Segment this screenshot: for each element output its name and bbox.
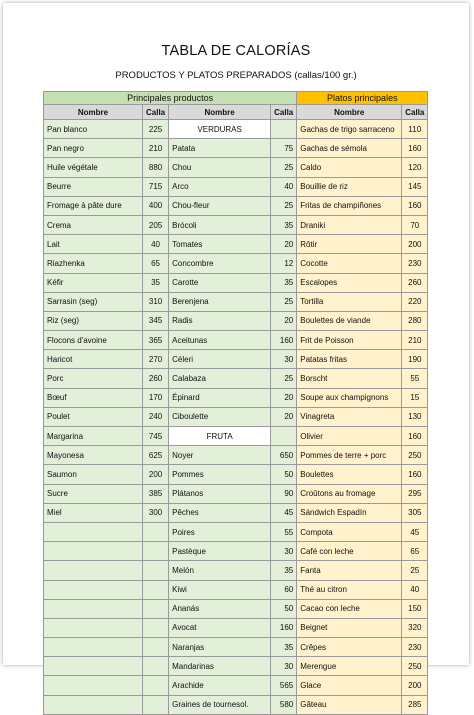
vegfruit-name-cell: Ananás bbox=[169, 599, 271, 618]
product-name-cell: Saumon bbox=[44, 465, 143, 484]
vegfruit-name-cell: Pommes bbox=[169, 465, 271, 484]
product-name-cell bbox=[44, 638, 143, 657]
table-row bbox=[44, 695, 428, 714]
table-row bbox=[44, 254, 428, 273]
dish-name-cell: Thé au citron bbox=[297, 580, 402, 599]
vegfruit-name-cell: Pêches bbox=[169, 503, 271, 522]
dish-name-cell: Café con leche bbox=[297, 542, 402, 561]
dish-name-cell: Compota bbox=[297, 522, 402, 541]
product-name-cell: Fromage à pâte dure bbox=[44, 196, 143, 215]
table-row bbox=[44, 235, 428, 254]
vegfruit-name-cell: Tomates bbox=[169, 235, 271, 254]
vegfruit-name-cell: Chou-fleur bbox=[169, 196, 271, 215]
table-row bbox=[44, 407, 428, 426]
vegfruit-name-cell: Patata bbox=[169, 139, 271, 158]
product-name-cell: Poulet bbox=[44, 407, 143, 426]
dish-cal-cell: 210 bbox=[402, 331, 428, 350]
dish-name-cell: Fanta bbox=[297, 561, 402, 580]
dish-cal-cell: 305 bbox=[402, 503, 428, 522]
page-subtitle: PRODUCTOS Y PLATOS PREPARADOS (callas/100 gr.) bbox=[115, 70, 357, 81]
vegfruit-cal-cell: 35 bbox=[271, 561, 297, 580]
dish-cal-cell: 145 bbox=[402, 177, 428, 196]
product-name-cell: Porc bbox=[44, 369, 143, 388]
dish-cal-cell: 25 bbox=[402, 561, 428, 580]
product-cal-cell: 240 bbox=[143, 407, 169, 426]
dish-name-cell: Cocotte bbox=[297, 254, 402, 273]
product-name-cell: Riz (seg) bbox=[44, 311, 143, 330]
dish-name-cell: Fritas de champiñones bbox=[297, 196, 402, 215]
vegfruit-name-cell: Ciboulette bbox=[169, 407, 271, 426]
dish-name-cell: Frit de Poisson bbox=[297, 331, 402, 350]
group-header-row bbox=[44, 92, 428, 105]
product-cal-cell bbox=[143, 695, 169, 714]
col-header-name: Nombre bbox=[297, 105, 402, 120]
product-cal-cell bbox=[143, 676, 169, 695]
table-row bbox=[44, 292, 428, 311]
dish-cal-cell: 285 bbox=[402, 695, 428, 714]
product-name-cell bbox=[44, 561, 143, 580]
category-heading-cell: FRUTA bbox=[169, 427, 271, 446]
product-cal-cell: 745 bbox=[143, 427, 169, 446]
vegfruit-name-cell: Melón bbox=[169, 561, 271, 580]
vegfruit-name-cell: Poires bbox=[169, 522, 271, 541]
product-name-cell: Kéfir bbox=[44, 273, 143, 292]
dish-cal-cell: 250 bbox=[402, 657, 428, 676]
product-cal-cell: 225 bbox=[143, 120, 169, 139]
vegfruit-cal-cell: 50 bbox=[271, 599, 297, 618]
dish-cal-cell: 200 bbox=[402, 676, 428, 695]
dish-name-cell: Cacao con leche bbox=[297, 599, 402, 618]
dish-name-cell: Draniki bbox=[297, 215, 402, 234]
table-row bbox=[44, 522, 428, 541]
col-header-cal: Calla bbox=[143, 105, 169, 120]
product-name-cell: Riazhenka bbox=[44, 254, 143, 273]
dish-cal-cell: 250 bbox=[402, 446, 428, 465]
table-row bbox=[44, 388, 428, 407]
product-cal-cell: 210 bbox=[143, 139, 169, 158]
product-name-cell: Haricot bbox=[44, 350, 143, 369]
product-cal-cell: 40 bbox=[143, 235, 169, 254]
dish-name-cell: Boulettes de viande bbox=[297, 311, 402, 330]
vegfruit-cal-cell: 60 bbox=[271, 580, 297, 599]
product-name-cell bbox=[44, 695, 143, 714]
product-cal-cell: 400 bbox=[143, 196, 169, 215]
vegfruit-name-cell: Avocat bbox=[169, 618, 271, 637]
product-name-cell: Lait bbox=[44, 235, 143, 254]
vegfruit-name-cell: Kiwi bbox=[169, 580, 271, 599]
dish-name-cell: Tortilla bbox=[297, 292, 402, 311]
dish-cal-cell: 230 bbox=[402, 254, 428, 273]
vegfruit-name-cell: Chou bbox=[169, 158, 271, 177]
product-name-cell bbox=[44, 542, 143, 561]
vegfruit-cal-cell: 160 bbox=[271, 618, 297, 637]
dish-cal-cell: 150 bbox=[402, 599, 428, 618]
column-header-row bbox=[44, 105, 428, 120]
dish-name-cell: Bouillie de riz bbox=[297, 177, 402, 196]
dish-name-cell: Vinagreta bbox=[297, 407, 402, 426]
vegfruit-cal-cell: 30 bbox=[271, 657, 297, 676]
vegfruit-cal-cell: 30 bbox=[271, 542, 297, 561]
table-row bbox=[44, 139, 428, 158]
product-cal-cell: 260 bbox=[143, 369, 169, 388]
product-cal-cell bbox=[143, 657, 169, 676]
dish-name-cell: Merengue bbox=[297, 657, 402, 676]
dish-cal-cell: 190 bbox=[402, 350, 428, 369]
table-row bbox=[44, 542, 428, 561]
dish-cal-cell: 220 bbox=[402, 292, 428, 311]
dish-name-cell: Pommes de terre + porc bbox=[297, 446, 402, 465]
product-cal-cell bbox=[143, 599, 169, 618]
dish-name-cell: Boulettes bbox=[297, 465, 402, 484]
table-row bbox=[44, 427, 428, 446]
product-cal-cell: 345 bbox=[143, 311, 169, 330]
product-name-cell bbox=[44, 522, 143, 541]
product-cal-cell bbox=[143, 618, 169, 637]
vegfruit-cal-cell: 20 bbox=[271, 407, 297, 426]
dish-name-cell: Sándwich Espadín bbox=[297, 503, 402, 522]
product-name-cell: Huile végétale bbox=[44, 158, 143, 177]
dish-name-cell: Gachas de sémola bbox=[297, 139, 402, 158]
dish-cal-cell: 230 bbox=[402, 638, 428, 657]
vegfruit-name-cell: Pastèque bbox=[169, 542, 271, 561]
product-cal-cell: 35 bbox=[143, 273, 169, 292]
product-name-cell: Crema bbox=[44, 215, 143, 234]
page-title: TABLA DE CALORÍAS bbox=[161, 43, 311, 59]
table-row bbox=[44, 638, 428, 657]
table-row bbox=[44, 580, 428, 599]
col-header-name: Nombre bbox=[44, 105, 143, 120]
dish-cal-cell: 65 bbox=[402, 542, 428, 561]
dish-name-cell: Rôtir bbox=[297, 235, 402, 254]
product-cal-cell bbox=[143, 561, 169, 580]
vegfruit-name-cell: Plátanos bbox=[169, 484, 271, 503]
dish-cal-cell: 15 bbox=[402, 388, 428, 407]
vegfruit-cal-cell: 35 bbox=[271, 273, 297, 292]
product-name-cell: Sarrasin (seg) bbox=[44, 292, 143, 311]
dish-name-cell: Borscht bbox=[297, 369, 402, 388]
vegfruit-cal-cell bbox=[271, 427, 297, 446]
product-cal-cell: 880 bbox=[143, 158, 169, 177]
table-row bbox=[44, 657, 428, 676]
col-header-name: Nombre bbox=[169, 105, 271, 120]
vegfruit-name-cell: Noyer bbox=[169, 446, 271, 465]
product-cal-cell: 270 bbox=[143, 350, 169, 369]
table-row bbox=[44, 618, 428, 637]
calorie-table bbox=[43, 91, 428, 715]
table-row bbox=[44, 503, 428, 522]
table-row bbox=[44, 311, 428, 330]
vegfruit-cal-cell: 25 bbox=[271, 158, 297, 177]
product-cal-cell bbox=[143, 580, 169, 599]
dish-cal-cell: 160 bbox=[402, 139, 428, 158]
product-cal-cell bbox=[143, 638, 169, 657]
product-cal-cell bbox=[143, 542, 169, 561]
vegfruit-name-cell: Naranjas bbox=[169, 638, 271, 657]
product-name-cell: Beurre bbox=[44, 177, 143, 196]
dish-name-cell: Glace bbox=[297, 676, 402, 695]
table-row bbox=[44, 465, 428, 484]
vegfruit-name-cell: Céleri bbox=[169, 350, 271, 369]
dish-cal-cell: 280 bbox=[402, 311, 428, 330]
vegfruit-cal-cell: 45 bbox=[271, 503, 297, 522]
product-cal-cell: 170 bbox=[143, 388, 169, 407]
product-name-cell: Pan negro bbox=[44, 139, 143, 158]
table-row bbox=[44, 196, 428, 215]
dish-cal-cell: 40 bbox=[402, 580, 428, 599]
table-row bbox=[44, 599, 428, 618]
vegfruit-cal-cell: 30 bbox=[271, 350, 297, 369]
vegfruit-name-cell: Épinard bbox=[169, 388, 271, 407]
product-name-cell: Pan blanco bbox=[44, 120, 143, 139]
vegfruit-cal-cell: 12 bbox=[271, 254, 297, 273]
product-cal-cell: 300 bbox=[143, 503, 169, 522]
table-row bbox=[44, 273, 428, 292]
table-row bbox=[44, 120, 428, 139]
dish-cal-cell: 320 bbox=[402, 618, 428, 637]
vegfruit-cal-cell: 580 bbox=[271, 695, 297, 714]
vegfruit-cal-cell: 25 bbox=[271, 292, 297, 311]
product-cal-cell: 365 bbox=[143, 331, 169, 350]
dish-cal-cell: 45 bbox=[402, 522, 428, 541]
dish-cal-cell: 160 bbox=[402, 196, 428, 215]
document-page bbox=[3, 3, 469, 710]
vegfruit-cal-cell: 35 bbox=[271, 638, 297, 657]
product-name-cell: Miel bbox=[44, 503, 143, 522]
product-cal-cell bbox=[143, 522, 169, 541]
product-name-cell: Sucre bbox=[44, 484, 143, 503]
dish-cal-cell: 260 bbox=[402, 273, 428, 292]
vegfruit-name-cell: Mandarinas bbox=[169, 657, 271, 676]
dish-name-cell: Soupe aux champignons bbox=[297, 388, 402, 407]
table-row bbox=[44, 177, 428, 196]
product-name-cell: Bœuf bbox=[44, 388, 143, 407]
dish-cal-cell: 130 bbox=[402, 407, 428, 426]
dish-cal-cell: 55 bbox=[402, 369, 428, 388]
dish-name-cell: Crêpes bbox=[297, 638, 402, 657]
dish-cal-cell: 160 bbox=[402, 427, 428, 446]
product-cal-cell: 200 bbox=[143, 465, 169, 484]
vegfruit-cal-cell bbox=[271, 120, 297, 139]
group-header-dishes: Platos principales bbox=[297, 92, 428, 105]
vegfruit-name-cell: Arco bbox=[169, 177, 271, 196]
vegfruit-name-cell: Radis bbox=[169, 311, 271, 330]
dish-name-cell: Croûtons au fromage bbox=[297, 484, 402, 503]
dish-cal-cell: 200 bbox=[402, 235, 428, 254]
col-header-cal: Calla bbox=[402, 105, 428, 120]
vegfruit-name-cell: Arachide bbox=[169, 676, 271, 695]
dish-name-cell: Escalopes bbox=[297, 273, 402, 292]
vegfruit-name-cell: Graines de tournesol. bbox=[169, 695, 271, 714]
table-row bbox=[44, 676, 428, 695]
table-row bbox=[44, 369, 428, 388]
dish-name-cell: Patatas fritas bbox=[297, 350, 402, 369]
vegfruit-name-cell: Brócoli bbox=[169, 215, 271, 234]
product-name-cell: Flocons d'avoine bbox=[44, 331, 143, 350]
dish-name-cell: Beignet bbox=[297, 618, 402, 637]
vegfruit-name-cell: Aceitunas bbox=[169, 331, 271, 350]
product-cal-cell: 715 bbox=[143, 177, 169, 196]
vegfruit-cal-cell: 20 bbox=[271, 388, 297, 407]
vegfruit-name-cell: Carotte bbox=[169, 273, 271, 292]
dish-name-cell: Caldo bbox=[297, 158, 402, 177]
group-header-products: Principales productos bbox=[44, 92, 297, 105]
product-cal-cell: 625 bbox=[143, 446, 169, 465]
vegfruit-cal-cell: 75 bbox=[271, 139, 297, 158]
vegfruit-cal-cell: 565 bbox=[271, 676, 297, 695]
vegfruit-cal-cell: 50 bbox=[271, 465, 297, 484]
product-name-cell: Mayonesa bbox=[44, 446, 143, 465]
vegfruit-name-cell: Calabaza bbox=[169, 369, 271, 388]
category-heading-cell: VERDURAS bbox=[169, 120, 271, 139]
table-row bbox=[44, 561, 428, 580]
product-name-cell bbox=[44, 657, 143, 676]
vegfruit-cal-cell: 55 bbox=[271, 522, 297, 541]
dish-name-cell: Gachas de trigo sarraceno bbox=[297, 120, 402, 139]
vegfruit-cal-cell: 35 bbox=[271, 215, 297, 234]
vegfruit-name-cell: Berenjena bbox=[169, 292, 271, 311]
col-header-cal: Calla bbox=[271, 105, 297, 120]
product-name-cell: Margarina bbox=[44, 427, 143, 446]
table-row bbox=[44, 331, 428, 350]
vegfruit-name-cell: Concombre bbox=[169, 254, 271, 273]
dish-cal-cell: 120 bbox=[402, 158, 428, 177]
vegfruit-cal-cell: 40 bbox=[271, 177, 297, 196]
product-cal-cell: 310 bbox=[143, 292, 169, 311]
table-row bbox=[44, 350, 428, 369]
dish-cal-cell: 70 bbox=[402, 215, 428, 234]
table-row bbox=[44, 158, 428, 177]
product-cal-cell: 385 bbox=[143, 484, 169, 503]
product-name-cell bbox=[44, 599, 143, 618]
vegfruit-cal-cell: 25 bbox=[271, 196, 297, 215]
table-row bbox=[44, 484, 428, 503]
vegfruit-cal-cell: 25 bbox=[271, 369, 297, 388]
product-name-cell bbox=[44, 676, 143, 695]
dish-name-cell: Olivier bbox=[297, 427, 402, 446]
product-cal-cell: 205 bbox=[143, 215, 169, 234]
table-row bbox=[44, 446, 428, 465]
vegfruit-cal-cell: 650 bbox=[271, 446, 297, 465]
dish-cal-cell: 110 bbox=[402, 120, 428, 139]
vegfruit-cal-cell: 20 bbox=[271, 311, 297, 330]
dish-cal-cell: 160 bbox=[402, 465, 428, 484]
product-cal-cell: 65 bbox=[143, 254, 169, 273]
product-name-cell bbox=[44, 580, 143, 599]
table-body bbox=[44, 120, 428, 715]
product-name-cell bbox=[44, 618, 143, 637]
dish-cal-cell: 295 bbox=[402, 484, 428, 503]
vegfruit-cal-cell: 20 bbox=[271, 235, 297, 254]
table-row bbox=[44, 215, 428, 234]
vegfruit-cal-cell: 160 bbox=[271, 331, 297, 350]
dish-name-cell: Gâteau bbox=[297, 695, 402, 714]
vegfruit-cal-cell: 90 bbox=[271, 484, 297, 503]
